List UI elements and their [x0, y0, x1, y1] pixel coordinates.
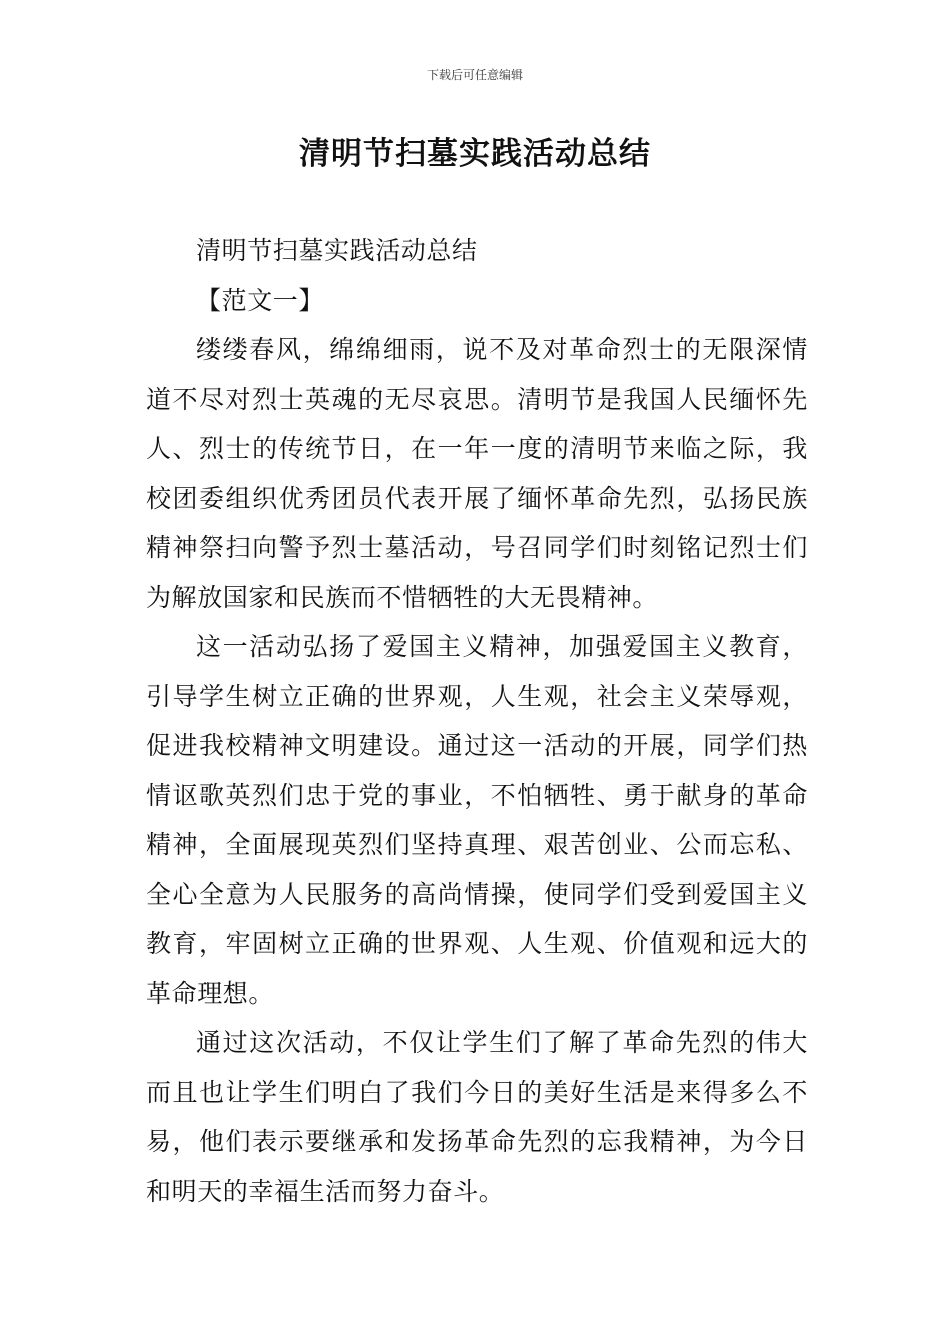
body-paragraph: 通过这次活动，不仅让学生们了解了革命先烈的伟大而且也让学生们明白了我们今日的美好生活是来得多么不易，他们表示要继承和发扬革命先烈的忘我精神，为今日和明天的幸福生活而努力奋斗。	[146, 1028, 808, 1206]
section-label: 【范文一】	[196, 285, 325, 315]
body-paragraph: 这一活动弘扬了爱国主义精神，加强爱国主义教育，引导学生树立正确的世界观，人生观，社会主义荣辱观，促进我校精神文明建设。通过这一活动的开展，同学们热情讴歌英烈们忠于党的事业，不怕牺牲、勇于献身的革命精神，全面展现英烈们坚持真理、艰苦创业、公而忘私、全心全意为人民服务的高尚情操，使同学们受到爱国主义教育，牢固树立正确的世界观、人生观、价值观和远大的革命理想。	[146, 632, 808, 1008]
header-note: 下载后可任意编辑	[426, 68, 523, 82]
document-title: 清明节扫墓实践活动总结	[299, 136, 651, 172]
document-body	[146, 226, 808, 1216]
subtitle-paragraph: 清明节扫墓实践活动总结	[196, 236, 478, 265]
body-paragraph: 缕缕春风，绵绵细雨，说不及对革命烈士的无限深情道不尽对烈士英魂的无尽哀思。清明节是我国人民缅怀先人、烈士的传统节日，在一年一度的清明节来临之际，我校团委组织优秀团员代表开展了缅怀革命先烈，弘扬民族精神祭扫向警予烈士墓活动，号召同学们时刻铭记烈士们为解放国家和民族而不惜牺牲的大无畏精神。	[146, 335, 808, 612]
